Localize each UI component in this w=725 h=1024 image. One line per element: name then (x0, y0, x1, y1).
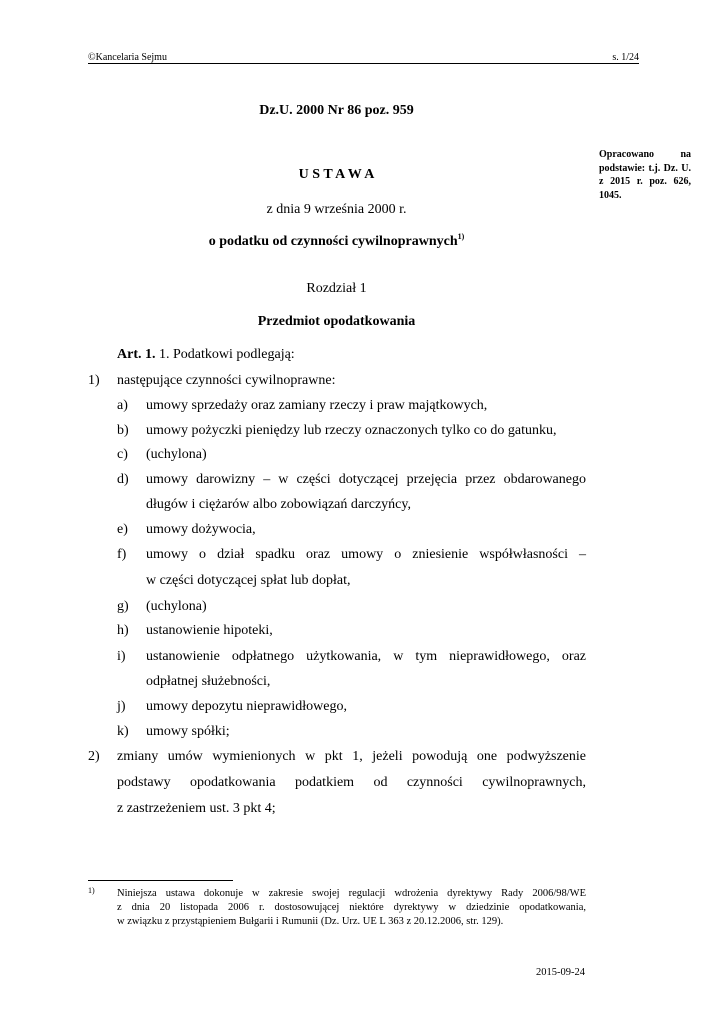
footnote-line: Niniejsza ustawa dokonuje w zakresie swojej regulacji wdrożenia dyrektywy Rady 2006/98/WE (117, 888, 586, 899)
footnote-line: z dnia 20 listopada 2006 r. dostosowującej niektóre dyrektywy w dziedzinie opodatkowania, (117, 902, 586, 913)
point-number: 2) (88, 749, 100, 764)
letter-label: k) (117, 724, 129, 739)
chapter-title: Przedmiot opodatkowania (257, 314, 416, 329)
footer-date: 2015-09-24 (536, 967, 585, 978)
letter-text: umowy pożyczki pieniędzy lub rzeczy oznaczonych tylko co do gatunku, (146, 423, 557, 438)
letter-text: umowy darowizny – w części dotyczącej przejęcia przez obdarowanego (146, 472, 586, 487)
point-text: następujące czynności cywilnoprawne: (117, 373, 336, 388)
letter-label: d) (117, 472, 129, 487)
header-page-number: s. 1/24 (612, 52, 639, 63)
letter-label: b) (117, 423, 129, 438)
point-text-continued: z zastrzeżeniem ust. 3 pkt 4; (117, 801, 276, 816)
act-title-text: o podatku od czynności cywilnoprawnych (208, 234, 458, 249)
letter-text: (uchylona) (146, 447, 207, 462)
article-label: Art. 1. (117, 347, 156, 362)
article-intro-text: 1. Podatkowi podlegają: (159, 347, 295, 362)
side-note: Opracowano na podstawie: t.j. Dz. U. z 2015 r. poz. 626, 1045. (599, 149, 691, 201)
letter-label: a) (117, 398, 128, 413)
point-text-continued: podstawy opodatkowania podatkiem od czynności cywilnoprawnych, (117, 775, 586, 790)
letter-label: f) (117, 547, 127, 562)
letter-text-continued: odpłatnej służebności, (146, 674, 271, 689)
letter-text-continued: w części dotyczącej spłat lub dopłat, (146, 573, 351, 588)
act-title-footnote-ref: 1) (457, 232, 465, 241)
letter-text: umowy o dział spadku oraz umowy o zniesienie współwłasności – (146, 547, 586, 562)
letter-text: umowy sprzedaży oraz zamiany rzeczy i praw majątkowych, (146, 398, 488, 413)
letter-text: ustanowienie hipoteki, (146, 623, 273, 638)
letter-label: h) (117, 623, 129, 638)
letter-label: c) (117, 447, 128, 462)
letter-text: umowy dożywocia, (146, 522, 256, 537)
letter-label: g) (117, 599, 129, 614)
letter-text: umowy spółki; (146, 724, 230, 739)
point-text: zmiany umów wymienionych w pkt 1, jeżeli powodują one podwyższenie (117, 749, 586, 764)
footnote-ref: 1) (88, 886, 95, 895)
act-title (88, 234, 585, 250)
header-left: ©Kancelaria Sejmu (88, 52, 167, 63)
letter-label: e) (117, 522, 128, 537)
letter-text: (uchylona) (146, 599, 207, 614)
letter-text: umowy depozytu nieprawidłowego, (146, 699, 348, 714)
article-intro (117, 346, 295, 363)
header-divider (88, 63, 639, 64)
letter-text-continued: długów i ciężarów albo zobowiązań darczyńcy, (146, 497, 411, 512)
letter-label: j) (117, 699, 126, 714)
citation: Dz.U. 2000 Nr 86 poz. 959 (259, 103, 414, 118)
point-number: 1) (88, 373, 100, 388)
footnote-line: w związku z przystąpieniem Bułgarii i Rumunii (Dz. Urz. UE L 363 z 20.12.2006, str. 129). (117, 916, 504, 927)
act-date: z dnia 9 września 2000 r. (266, 202, 407, 217)
act-type: U S T A W A (298, 167, 375, 182)
footnote-divider (88, 880, 233, 881)
letter-text: ustanowienie odpłatnego użytkowania, w tym nieprawidłowego, oraz (146, 649, 586, 664)
letter-label: i) (117, 649, 126, 664)
chapter-label: Rozdział 1 (306, 281, 367, 296)
